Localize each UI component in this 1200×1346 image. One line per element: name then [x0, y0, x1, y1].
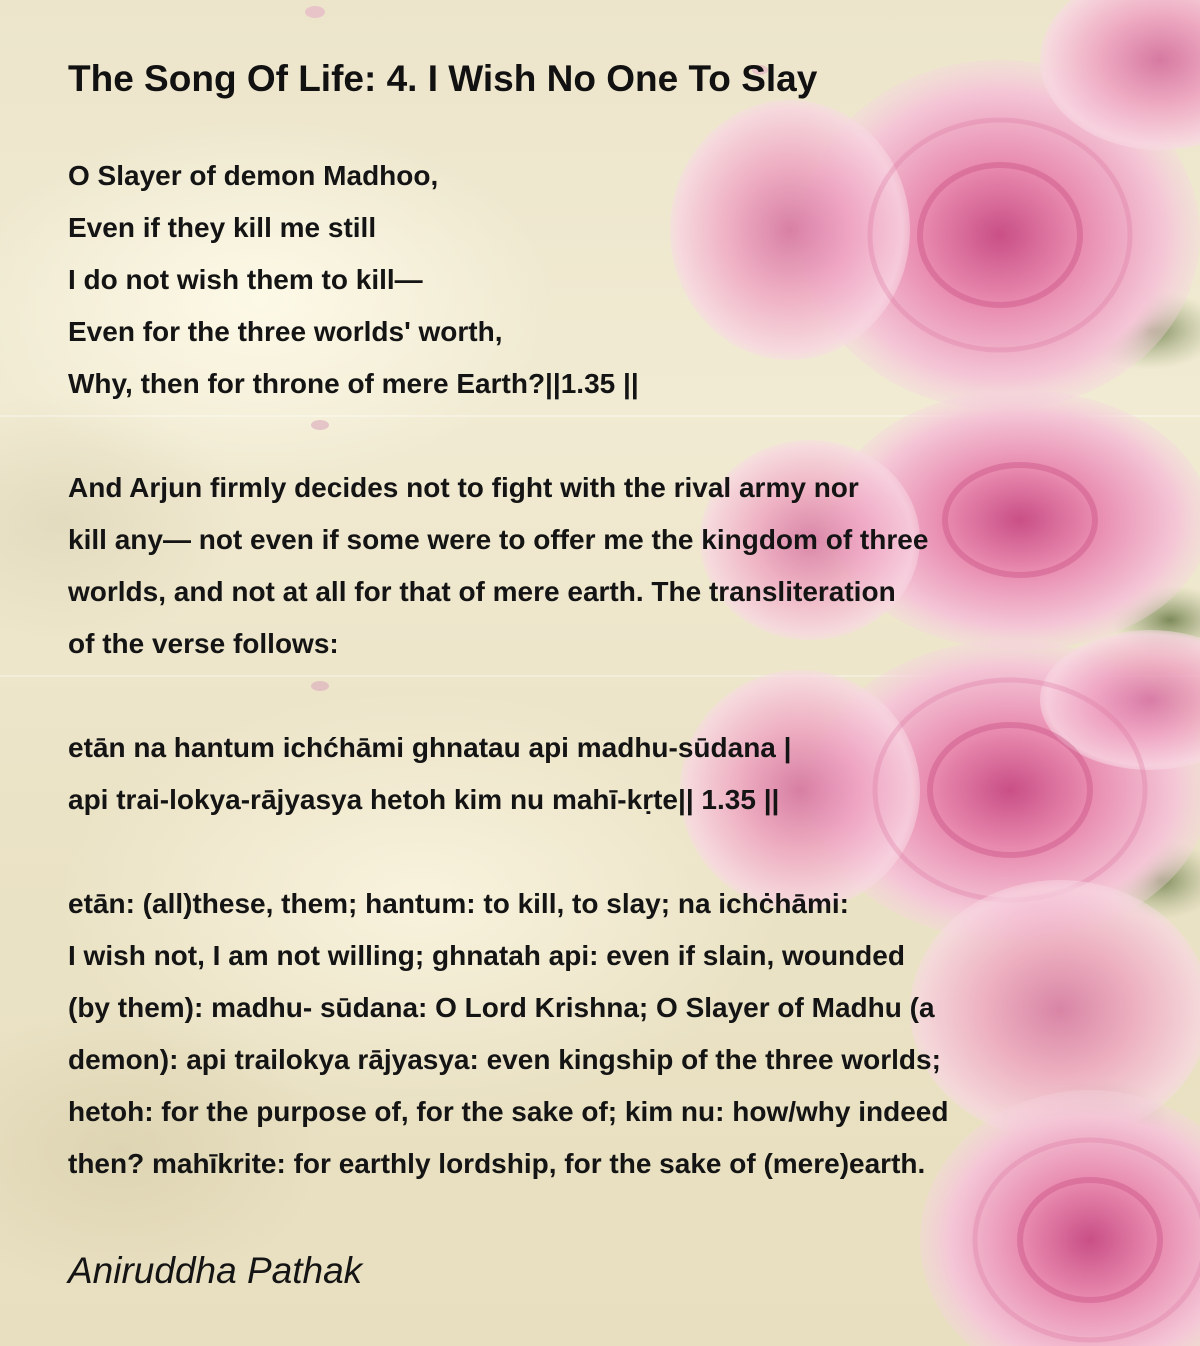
poem-line: hetoh: for the purpose of, for the sake of; kim nu: how/why indeed [68, 1096, 949, 1127]
poem-line: Why, then for throne of mere Earth?||1.35 || [68, 368, 639, 399]
poem-line: worlds, and not at all for that of mere earth. The transliteration [68, 576, 896, 607]
poem-title: The Song Of Life: 4. I Wish No One To Slay [68, 58, 818, 99]
poem-line: O Slayer of demon Madhoo, [68, 160, 439, 191]
poem-line: then? mahīkrite: for earthly lordship, for the sake of (mere)earth. [68, 1148, 926, 1179]
poem-line: (by them): madhu- sūdana: O Lord Krishna; O Slayer of Madhu (a [68, 992, 935, 1023]
stanza-3 [68, 722, 792, 826]
stanza-2 [68, 462, 928, 670]
stanza-4 [68, 878, 948, 1190]
poem-line: api trai-lokya-rājyasya hetoh kim nu mahī-kṛte|| 1.35 || [68, 784, 780, 815]
poem-line: demon): api trailokya rājyasya: even kingship of the three worlds; [68, 1044, 941, 1075]
poem-line: of the verse follows: [68, 628, 339, 659]
poem-line: Even if they kill me still [68, 212, 377, 243]
stanza-1 [68, 150, 639, 410]
poem-author: Aniruddha Pathak [68, 1250, 363, 1291]
poem-line: I wish not, I am not willing; ghnatah api: even if slain, wounded [68, 940, 905, 971]
poem-line: etān na hantum ichćhāmi ghnatau api madhu-sūdana | [68, 732, 792, 763]
poem-line: etān: (all)these, them; hantum: to kill, to slay; na ichċhāmi: [68, 888, 850, 919]
poem-line: Even for the three worlds' worth, [68, 316, 503, 347]
poem-line: And Arjun firmly decides not to fight with the rival army nor [68, 472, 859, 503]
poem-line: I do not wish them to kill— [68, 264, 423, 295]
poem-line: kill any— not even if some were to offer me the kingdom of three [68, 524, 929, 555]
